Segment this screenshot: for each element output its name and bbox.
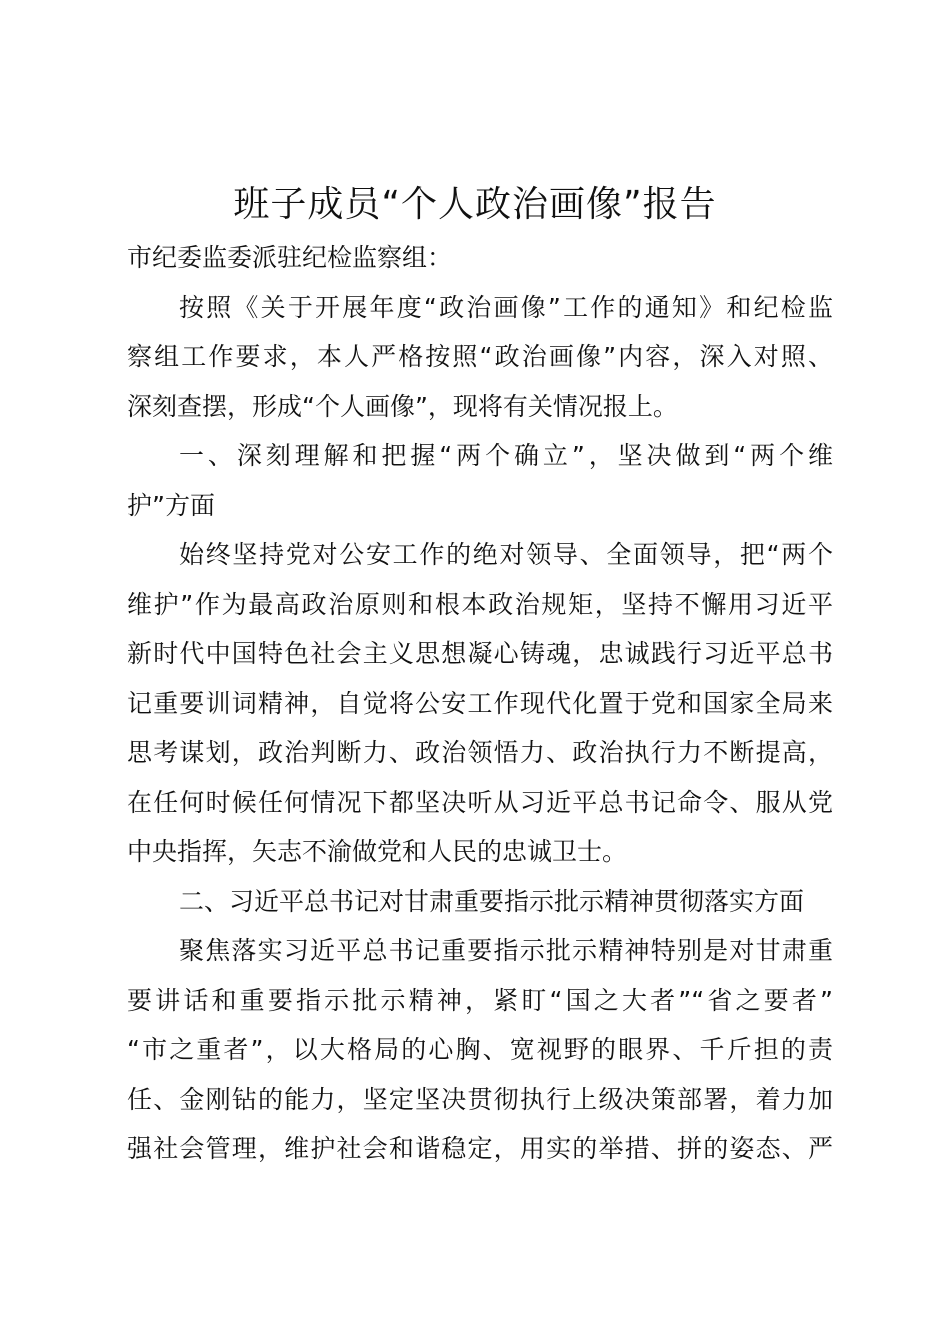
paragraph-line: “市之重者”，以大格局的心胸、宽视野的眼界、千斤担的责 xyxy=(127,1035,833,1064)
salutation: 市纪委监委派驻纪检监察组： xyxy=(127,243,453,272)
paragraph-line: 新时代中国特色社会主义思想凝心铸魂，忠诚践行习近平总书 xyxy=(127,639,833,668)
paragraph-line: 在任何时候任何情况下都坚决听从习近平总书记命令、服从党 xyxy=(127,787,833,817)
paragraph-line: 强社会管理，维护社会和谐稳定，用实的举措、拼的姿态、严 xyxy=(127,1134,833,1163)
paragraph-line: 任、金刚钻的能力，坚定坚决贯彻执行上级决策部署，着力加 xyxy=(127,1084,833,1114)
document-title: 班子成员“个人政治画像”报告 xyxy=(233,184,717,225)
section-heading-line: 护”方面 xyxy=(127,490,215,520)
paragraph-line: 聚焦落实习近平总书记重要指示批示精神特别是对甘肃重 xyxy=(179,936,833,965)
section-heading-line: 二、习近平总书记对甘肃重要指示批示精神贯彻落实方面 xyxy=(179,886,805,916)
paragraph-line: 深刻查摆，形成“个人画像”，现将有关情况报上。 xyxy=(127,391,678,421)
section-heading-line: 一、深刻理解和把握“两个确立”，坚决做到“两个维 xyxy=(179,441,833,470)
document-body xyxy=(127,233,833,1174)
paragraph-line: 记重要训词精神，自觉将公安工作现代化置于党和国家全局来 xyxy=(127,688,833,718)
paragraph-line: 维护”作为最高政治原则和根本政治规矩，坚持不懈用习近平 xyxy=(127,589,833,619)
paragraph-line: 中央指挥，矢志不渝做党和人民的忠诚卫士。 xyxy=(127,837,628,866)
paragraph-line: 始终坚持党对公安工作的绝对领导、全面领导，把“两个 xyxy=(179,540,833,569)
paragraph-line: 思考谋划，政治判断力、政治领悟力、政治执行力不断提高， xyxy=(127,738,833,767)
paragraph-line: 按照《关于开展年度“政治画像”工作的通知》和纪检监 xyxy=(179,292,833,322)
paragraph-line: 要讲话和重要指示批示精神，紧盯“国之大者”“省之要者” xyxy=(127,985,833,1015)
paragraph-line: 察组工作要求，本人严格按照“政治画像”内容，深入对照、 xyxy=(127,342,833,371)
